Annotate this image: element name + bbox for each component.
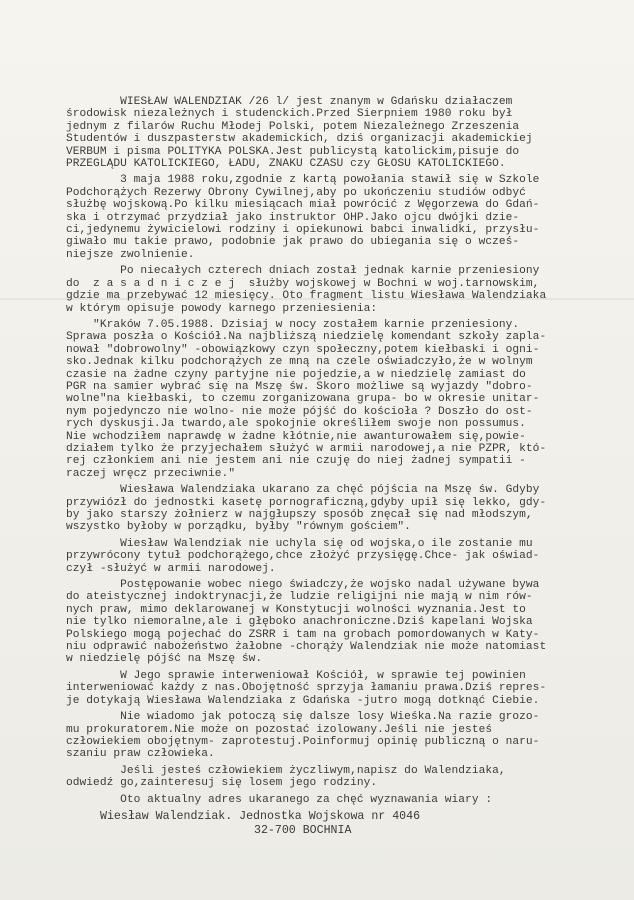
text-line: giwało mu takie prawo, podobnie jak prawo do ubiegania się o wcześ-: [66, 236, 520, 249]
text-line: gdzie ma przebywać 12 miesięcy. Oto fragment listu Wiesława Walendziaka: [66, 290, 547, 303]
text-line: jednym z filarów Ruchu Młodej Polski, potem Niezależnego Zrzeszenia: [66, 120, 520, 133]
text-line: nie tylko niemoralne,ale i głęboko anachroniczne.Dziś kapelani Wojska: [66, 616, 533, 629]
text-line: Podchorążych Rezerwy Obrony Cywilnej,aby po ukończeniu studiów odbyć: [66, 186, 526, 199]
text-line: do z a s a d n i c z e j służby wojskowej w Bochni w woj.tarnowskim,: [66, 277, 540, 290]
text-line: Wiesława Walendziaka ukarano za chęć pójścia na Mszę św. Gdyby: [66, 484, 540, 497]
text-line: szaniu praw człowieka.: [66, 748, 215, 761]
text-line: w którym opisuje powody karnego przeniesienia:: [66, 302, 378, 315]
text-line: przywrócony tytuł podchorążego,chce złożyć przysięgę.Chce- jak oświad-: [66, 550, 540, 563]
text-line: 3 maja 1988 roku,zgodnie z kartą powołania stawił się w Szkole: [66, 174, 540, 187]
text-line: mu prokuratorem.Nie może on pozostać izolowany.Jeśli nie jesteś: [66, 723, 493, 736]
text-line: Wiesław Walendziak nie uchyla się od wojska,o ile zostanie mu: [66, 537, 533, 550]
text-line: Polskiego mogą pojechać do ZSRR i tam na grobach pomordowanych w Katy-: [66, 628, 540, 641]
text-line: człowiekiem obojętnym- zaprotestuj.Poinformuj opinię publiczną o naru-: [66, 735, 540, 748]
text-line: czył -służyć w armii narodowej.: [66, 562, 276, 575]
text-line: do ateistycznej indoktrynacji,że ludzie religijni nie mają w nim rów-: [66, 591, 533, 604]
text-line: PGR na samier wybrać się na Mszę św. Skoro możliwe są wyjazdy "dobro-: [66, 380, 533, 393]
text-line: VERBUM i pisma POLITYKA POLSKA.Jest publicystą katolickim,pisuje do: [66, 145, 520, 158]
text-line: niejsze zwolnienie.: [66, 248, 195, 261]
text-line: nym pojedynczo nie wolno- nie może pójść do kościoła ? Doszło do ost-: [66, 405, 533, 418]
text-line: Studentów i duszpasterstw akademickich, dziś organizacji akademickiej: [66, 133, 533, 146]
text-line: nował "dobrowolny" -obowiązkowy czyn społeczny,potem kiełbaski i ogni-: [66, 343, 540, 356]
text-line: czasie na żadne czyny partyjne nie pojedzie,a w niedzielę zamiast do: [66, 368, 526, 381]
text-line: Oto aktualny adres ukaranego za chęć wyznawania wiary :: [66, 793, 493, 806]
text-line: WIESŁAW WALENDZIAK /26 l/ jest znanym w Gdańsku działaczem: [66, 96, 513, 108]
address-line-1: Wiesław Walendziak. Jednostka Wojskowa nr 4046: [100, 810, 421, 823]
text-line: rych dyskusji.Ja twardo,ale spokojnie określiłem swoje non possumus.: [66, 418, 526, 431]
text-line: Postępowanie wobec niego świadczy,że wojsko nadal używane bywa: [66, 579, 540, 592]
text-line: ska i otrzymać przydział jako instruktor OHP.Jako ojcu dwójki dzie-: [66, 211, 520, 224]
text-line: PRZEGLĄDU KATOLICKIEGO, ŁADU, ZNAKU CZASU czy GŁOSU KATOLICKIEGO.: [66, 158, 506, 171]
text-line: Jeśli jesteś człowiekiem życzliwym,napisz do Walendziaka,: [66, 764, 506, 777]
text-line: wszystko byłoby w porządku, byłby "równym gościem".: [66, 521, 411, 534]
text-line: je dotykają Wiesława Walendziaka z Gdańska -jutro mogą dotknąć Ciebie.: [66, 694, 540, 707]
text-line: wolne"na kiełbaski, to czemu zorganizowana grupa- bo w okresie unitar-: [66, 393, 540, 406]
text-line: odwiedź go,zainteresuj się losem jego rodziny.: [66, 777, 378, 790]
text-line: raczej wręcz przeciwnie.": [66, 467, 236, 480]
text-line: W Jego sprawie interweniował Kościół, w sprawie tej powinien: [66, 669, 526, 682]
text-line: służbę wojskową.Po kilku miesiącach miał powrócić z Węgorzewa do Gdań-: [66, 199, 540, 212]
address-line-2: 32-700 BOCHNIA: [254, 824, 352, 837]
text-line: działem tylko że przyjechałem służyć w armii narodowej,a nie PZPR, któ-: [66, 442, 547, 455]
text-line: by jako starszy żołnierz w najgłupszy sposób znęcał się nad młodszym,: [66, 509, 533, 521]
text-line: Sprawa poszła o Kościół.Na najbliższą niedzielę komendant szkoły zapla-: [66, 331, 547, 344]
text-line: Nie wchodziłem naprawdę w żadne kłótnie,nie awanturowałem się,powie-: [66, 430, 526, 443]
text-line: Nie wiadomo jak potoczą się dalsze losy Wieśka.Na razie grozo-: [66, 711, 540, 724]
text-line: interweniować każdy z nas.Obojętność sprzyja łamaniu prawa.Dziś repres-: [66, 682, 547, 695]
text-line: przywiózł do jednostki kasetę pornograficzną,gdyby upił się lekko, gdy-: [66, 496, 547, 509]
text-line: Po niecałych czterech dniach został jednak karnie przeniesiony: [66, 265, 540, 278]
text-line: "Kraków 7.05.1988. Dzisiaj w nocy zostałem karnie przeniesiony.: [66, 318, 520, 331]
text-line: środowisk niezależnych i studenckich.Przed Sierpniem 1980 roku był: [66, 108, 513, 121]
text-line: nych praw, mimo deklarowanej w Konstytucji wolności wyznania.Jest to: [66, 603, 526, 616]
text-line: niu odprawić nabożeństwo żałobne -chorąży Walendziak nie może natomiast: [66, 641, 547, 654]
text-line: ci,jedynemu żywicielowi rodziny i opiekunowi babci inwalidki, przysłu-: [66, 224, 540, 237]
text-line: w niedzielę pójść na Mszę św.: [66, 653, 263, 666]
leaflet-body-text: [66, 96, 596, 806]
text-line: rej członkiem ani nie jestem ani nie czuję do niej żadnej sympatii -: [66, 455, 526, 468]
text-line: sko.Jednak kilku podchorążych ze mną na czele oświadczyło,że w wolnym: [66, 356, 533, 369]
